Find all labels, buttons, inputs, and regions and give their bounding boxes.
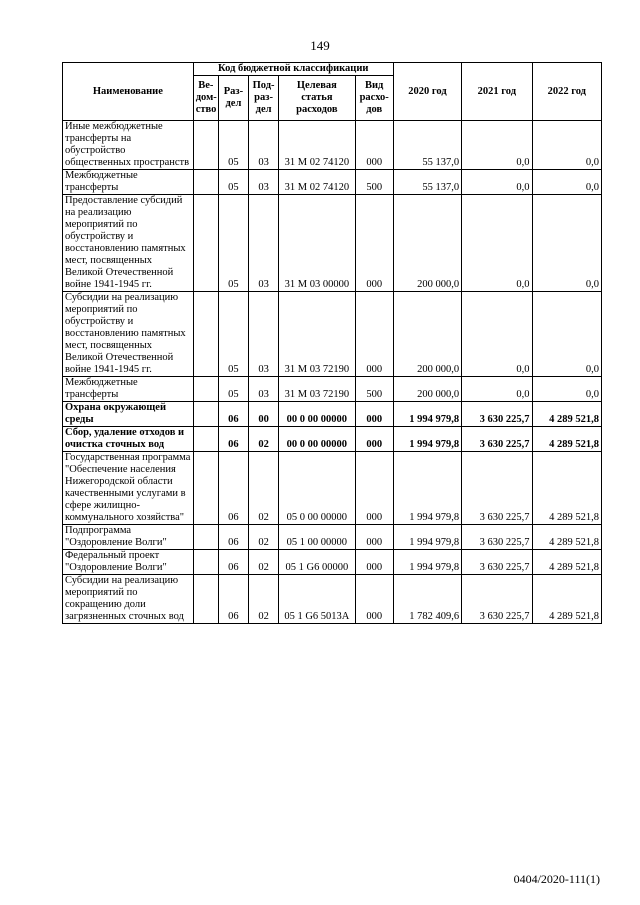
row-podrazdel: 02 <box>249 550 279 575</box>
header-2022: 2022 год <box>532 63 601 121</box>
row-value-2020: 1 994 979,8 <box>393 525 461 550</box>
header-kod-group: Код бюджетной классификации <box>193 63 393 76</box>
row-vid-rashodov: 000 <box>355 121 393 170</box>
row-value-2022: 0,0 <box>532 292 601 377</box>
row-razdel: 05 <box>218 121 248 170</box>
row-value-2021: 3 630 225,7 <box>462 402 532 427</box>
row-vedomstvo <box>193 427 218 452</box>
row-razdel: 05 <box>218 292 248 377</box>
row-podrazdel: 03 <box>249 170 279 195</box>
row-name: Федеральный проект "Оздоровление Волги" <box>63 550 194 575</box>
row-value-2020: 200 000,0 <box>393 195 461 292</box>
row-vid-rashodov: 000 <box>355 402 393 427</box>
row-name: Подпрограмма "Оздоровление Волги" <box>63 525 194 550</box>
row-value-2021: 0,0 <box>462 292 532 377</box>
row-podrazdel: 02 <box>249 452 279 525</box>
row-vid-rashodov: 500 <box>355 377 393 402</box>
row-value-2021: 3 630 225,7 <box>462 575 532 624</box>
row-razdel: 05 <box>218 170 248 195</box>
header-2021: 2021 год <box>462 63 532 121</box>
row-name: Межбюджетные трансферты <box>63 170 194 195</box>
row-value-2022: 4 289 521,8 <box>532 452 601 525</box>
row-value-2022: 4 289 521,8 <box>532 575 601 624</box>
row-celevaya-statya: 31 М 03 00000 <box>279 195 355 292</box>
header-vedomstvo: Ве-дом-ство <box>193 76 218 121</box>
table-row <box>63 525 602 550</box>
row-vedomstvo <box>193 550 218 575</box>
row-razdel: 06 <box>218 402 248 427</box>
row-value-2020: 1 994 979,8 <box>393 427 461 452</box>
row-value-2020: 1 994 979,8 <box>393 550 461 575</box>
table-row <box>63 575 602 624</box>
row-celevaya-statya: 31 М 03 72190 <box>279 292 355 377</box>
row-value-2022: 4 289 521,8 <box>532 550 601 575</box>
row-razdel: 05 <box>218 195 248 292</box>
row-podrazdel: 02 <box>249 427 279 452</box>
budget-table <box>62 62 602 624</box>
row-value-2022: 0,0 <box>532 377 601 402</box>
table-row <box>63 427 602 452</box>
row-value-2020: 55 137,0 <box>393 170 461 195</box>
row-razdel: 06 <box>218 575 248 624</box>
header-vid: Вид расхо-дов <box>355 76 393 121</box>
row-value-2021: 3 630 225,7 <box>462 550 532 575</box>
row-vid-rashodov: 000 <box>355 575 393 624</box>
row-razdel: 06 <box>218 550 248 575</box>
table-row <box>63 121 602 170</box>
row-razdel: 06 <box>218 525 248 550</box>
row-value-2021: 3 630 225,7 <box>462 525 532 550</box>
row-value-2021: 3 630 225,7 <box>462 427 532 452</box>
row-celevaya-statya: 00 0 00 00000 <box>279 427 355 452</box>
row-vedomstvo <box>193 195 218 292</box>
row-vedomstvo <box>193 377 218 402</box>
row-value-2021: 0,0 <box>462 121 532 170</box>
row-vid-rashodov: 000 <box>355 292 393 377</box>
row-value-2022: 0,0 <box>532 121 601 170</box>
row-vedomstvo <box>193 525 218 550</box>
row-value-2020: 1 994 979,8 <box>393 452 461 525</box>
row-vedomstvo <box>193 575 218 624</box>
row-razdel: 06 <box>218 452 248 525</box>
row-celevaya-statya: 00 0 00 00000 <box>279 402 355 427</box>
row-razdel: 05 <box>218 377 248 402</box>
row-value-2020: 1 782 409,6 <box>393 575 461 624</box>
row-vid-rashodov: 500 <box>355 170 393 195</box>
row-name: Иные межбюджетные трансферты на обустройство общественных пространств <box>63 121 194 170</box>
row-celevaya-statya: 31 М 02 74120 <box>279 121 355 170</box>
row-value-2020: 1 994 979,8 <box>393 402 461 427</box>
row-vid-rashodov: 000 <box>355 550 393 575</box>
row-value-2021: 0,0 <box>462 170 532 195</box>
row-value-2022: 4 289 521,8 <box>532 525 601 550</box>
row-vedomstvo <box>193 452 218 525</box>
row-vid-rashodov: 000 <box>355 525 393 550</box>
page-number: 149 <box>310 38 330 53</box>
document-code: 0404/2020-111(1) <box>513 872 600 886</box>
row-name: Межбюджетные трансферты <box>63 377 194 402</box>
header-celevaya: Целевая статья расходов <box>279 76 355 121</box>
row-celevaya-statya: 31 М 03 72190 <box>279 377 355 402</box>
row-name: Охрана окружающей среды <box>63 402 194 427</box>
row-value-2021: 0,0 <box>462 377 532 402</box>
row-podrazdel: 03 <box>249 292 279 377</box>
table-row <box>63 195 602 292</box>
row-value-2021: 0,0 <box>462 195 532 292</box>
table-row <box>63 292 602 377</box>
row-celevaya-statya: 05 1 G6 5013А <box>279 575 355 624</box>
table-body <box>63 121 602 624</box>
row-vid-rashodov: 000 <box>355 195 393 292</box>
row-value-2022: 4 289 521,8 <box>532 427 601 452</box>
row-value-2021: 3 630 225,7 <box>462 452 532 525</box>
row-value-2020: 200 000,0 <box>393 292 461 377</box>
row-podrazdel: 03 <box>249 195 279 292</box>
header-naimenovanie: Наименование <box>63 63 194 121</box>
row-celevaya-statya: 05 1 00 00000 <box>279 525 355 550</box>
header-2020: 2020 год <box>393 63 461 121</box>
row-celevaya-statya: 05 0 00 00000 <box>279 452 355 525</box>
row-vedomstvo <box>193 402 218 427</box>
table-row <box>63 402 602 427</box>
row-name: Предоставление субсидий на реализацию мероприятий по обустройству и восстановлению памятных мест, посвященных Великой Отечественной войне 1941-1945 гг. <box>63 195 194 292</box>
row-name: Сбор, удаление отходов и очистка сточных вод <box>63 427 194 452</box>
row-podrazdel: 02 <box>249 575 279 624</box>
row-value-2022: 4 289 521,8 <box>532 402 601 427</box>
row-podrazdel: 03 <box>249 377 279 402</box>
table-row <box>63 550 602 575</box>
table-row <box>63 377 602 402</box>
row-razdel: 06 <box>218 427 248 452</box>
row-vedomstvo <box>193 170 218 195</box>
table-row <box>63 452 602 525</box>
row-vedomstvo <box>193 121 218 170</box>
row-podrazdel: 00 <box>249 402 279 427</box>
table-row <box>63 170 602 195</box>
row-name: Субсидии на реализацию мероприятий по сокращению доли загрязненных сточных вод <box>63 575 194 624</box>
row-podrazdel: 02 <box>249 525 279 550</box>
row-vedomstvo <box>193 292 218 377</box>
row-vid-rashodov: 000 <box>355 427 393 452</box>
row-value-2022: 0,0 <box>532 170 601 195</box>
row-vid-rashodov: 000 <box>355 452 393 525</box>
row-name: Субсидии на реализацию мероприятий по обустройству и восстановлению памятных мест, посвященных Великой Отечественной войне 1941-1945 гг. <box>63 292 194 377</box>
row-name: Государственная программа "Обеспечение населения Нижегородской области качественными услугами в сфере жилищно-коммунального хозяйства" <box>63 452 194 525</box>
row-podrazdel: 03 <box>249 121 279 170</box>
row-celevaya-statya: 31 М 02 74120 <box>279 170 355 195</box>
row-value-2020: 55 137,0 <box>393 121 461 170</box>
row-celevaya-statya: 05 1 G6 00000 <box>279 550 355 575</box>
header-podrazdel: Под-раз-дел <box>249 76 279 121</box>
row-value-2022: 0,0 <box>532 195 601 292</box>
header-razdel: Раз-дел <box>218 76 248 121</box>
row-value-2020: 200 000,0 <box>393 377 461 402</box>
